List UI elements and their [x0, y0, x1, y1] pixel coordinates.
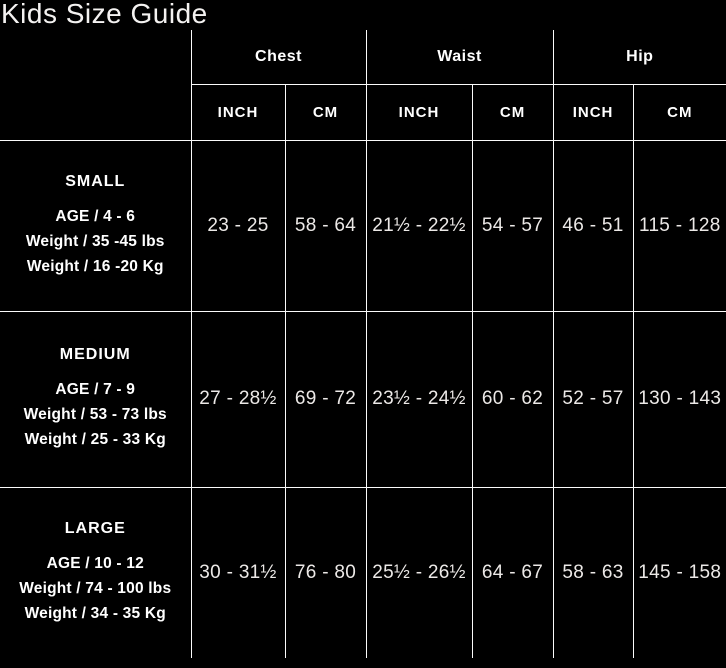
small-waist-inch-value: 21½ - 22½ [366, 140, 472, 311]
medium-hip-cm-value: 130 - 143 [633, 311, 726, 487]
group-header-waist: Waist [366, 30, 553, 84]
unit-header-chest-cm: CM [285, 84, 366, 140]
size-row-small [0, 140, 726, 311]
large-hip-cm-value: 145 - 158 [633, 487, 726, 658]
size-weight-kg-large: Weight / 34 - 35 Kg [24, 604, 166, 622]
size-name-large: LARGE [64, 519, 126, 537]
unit-header-waist-cm: CM [472, 84, 553, 140]
small-waist-cm-value: 54 - 57 [472, 140, 553, 311]
large-chest-inch-value: 30 - 31½ [191, 487, 285, 658]
small-hip-inch-value: 46 - 51 [553, 140, 633, 311]
size-weight-lbs-medium: Weight / 53 - 73 lbs [23, 406, 167, 423]
unit-header-hip-cm: CM [633, 84, 726, 140]
size-name-small: SMALL [65, 172, 126, 190]
medium-chest-inch-value: 27 - 28½ [191, 311, 285, 487]
page-title: Kids Size Guide [1, 0, 208, 29]
size-weight-kg-small: Weight / 16 -20 Kg [26, 257, 164, 275]
size-details-large [0, 551, 191, 626]
large-waist-inch-value: 25½ - 26½ [366, 487, 472, 658]
size-age-small: AGE / 4 - 6 [55, 207, 136, 225]
large-hip-inch-value: 58 - 63 [553, 487, 633, 658]
size-age-large: AGE / 10 - 12 [46, 554, 144, 572]
small-chest-inch-value: 23 - 25 [191, 140, 285, 311]
size-label-cell-large [0, 487, 191, 658]
medium-hip-inch-value: 52 - 57 [553, 311, 633, 487]
group-header-hip: Hip [553, 30, 726, 84]
size-details-small [0, 204, 191, 279]
size-name-medium: MEDIUM [59, 346, 131, 363]
group-header-chest: Chest [191, 30, 366, 84]
size-label-cell-small [0, 140, 191, 311]
medium-waist-inch-value: 23½ - 24½ [366, 311, 472, 487]
size-age-medium: AGE / 7 - 9 [55, 381, 136, 398]
corner-cell [0, 30, 191, 140]
unit-header-chest-inch: INCH [191, 84, 285, 140]
size-guide-table [0, 30, 726, 658]
small-hip-cm-value: 115 - 128 [633, 140, 726, 311]
large-chest-cm-value: 76 - 80 [285, 487, 366, 658]
medium-waist-cm-value: 60 - 62 [472, 311, 553, 487]
small-chest-cm-value: 58 - 64 [285, 140, 366, 311]
size-weight-lbs-large: Weight / 74 - 100 lbs [19, 579, 172, 597]
unit-header-waist-inch: INCH [366, 84, 472, 140]
medium-chest-cm-value: 69 - 72 [285, 311, 366, 487]
size-details-medium [0, 377, 191, 452]
size-weight-lbs-small: Weight / 35 -45 lbs [25, 232, 165, 250]
size-label-cell-medium [0, 311, 191, 487]
measure-group-header-row [0, 30, 726, 84]
size-row-medium [0, 311, 726, 487]
size-weight-kg-medium: Weight / 25 - 33 Kg [24, 431, 166, 448]
unit-header-hip-inch: INCH [553, 84, 633, 140]
large-waist-cm-value: 64 - 67 [472, 487, 553, 658]
size-row-large [0, 487, 726, 658]
